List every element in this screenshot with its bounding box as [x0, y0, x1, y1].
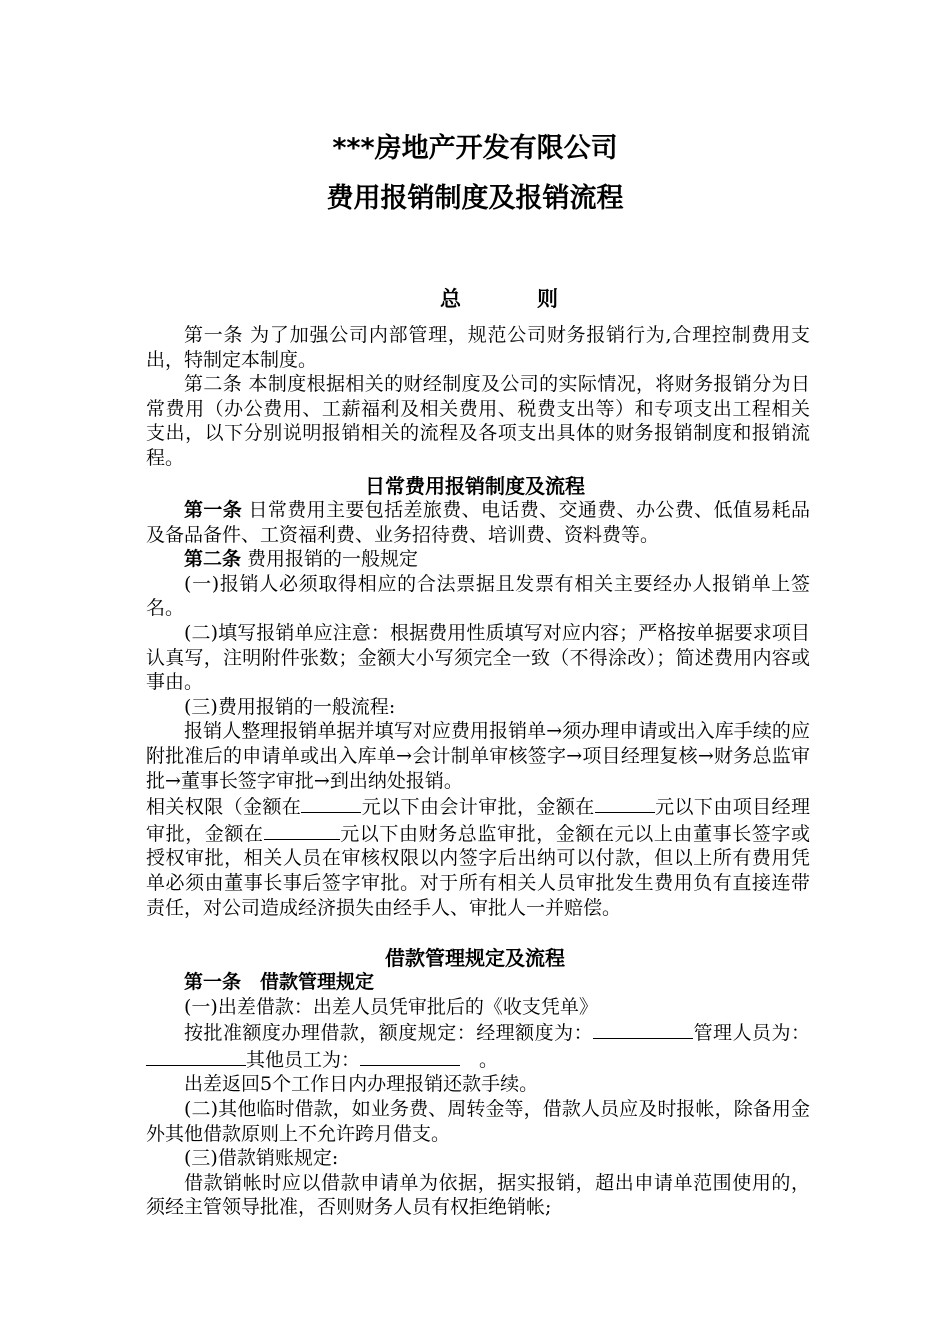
- general-section: [146, 323, 810, 471]
- loan-item-2: (二)其他临时借款，如业务费、周转金等，借款人员应及时报帐，除备用金外其他借款原则上不允许跨月借支。: [146, 1097, 810, 1145]
- loan-item-3: (三)借款销账规定:: [184, 1147, 339, 1170]
- limit-blank-management: [146, 1046, 246, 1066]
- daily-expense-section: [146, 498, 810, 920]
- amount-blank-finance-director: [264, 820, 340, 840]
- loan-limit: [146, 1019, 810, 1072]
- limit-blank-manager: [593, 1019, 693, 1039]
- limit-blank-other-staff: [360, 1046, 460, 1066]
- daily-flow: 报销人整理报销单据并填写对应费用报销单→须办理申请或出入库手续的应附批准后的申请单或出入库单→会计制单审核签字→项目经理复核→财务总监审批→董事长签字审批→到出纳处报销。: [146, 720, 810, 792]
- limit-part-3: 其他员工为：: [246, 1048, 361, 1071]
- daily-article-1-label: 第一条: [184, 499, 243, 521]
- general-article-2: 第二条 本制度根据相关的财经制度及公司的实际情况，将财务报销分为日常费用（办公费用、工薪福利及相关费用、税费支出等）和专项支出工程相关支出，以下分别说明报销相关的流程及各项支出具体的财务报销制度和报销流程。: [146, 373, 810, 469]
- daily-article-2: [146, 547, 810, 572]
- limit-part-4: 。: [460, 1048, 499, 1071]
- authority-part-2: 元以下由会计审批，金额在: [361, 796, 595, 819]
- daily-item-3: (三)费用报销的一般流程:: [184, 695, 396, 718]
- limit-part-2: 管理人员为：: [693, 1022, 810, 1045]
- general-heading-left: 总: [440, 287, 461, 311]
- loan-return-note: 出差返回5个工作日内办理报销还款手续。: [184, 1073, 539, 1096]
- daily-article-1: [146, 498, 810, 547]
- authority-part-4: 元以下由财务总监审批，金额在元以上由董事长签字或授权审批，相关人员在审核权限以内签字后出纳可以付款，但以上所有费用凭单必须由董事长事后签字审批。对于所有相关人员审批发生费用负有直接连带责任，对公司造成经济损失由经手人、审批人一并赔偿。: [146, 822, 810, 919]
- approval-authority: [146, 793, 810, 920]
- authority-part-3: 元以下由项目经理审批，金额在: [146, 796, 810, 845]
- amount-blank-accountant: [301, 793, 361, 813]
- daily-article-1-text: 日常费用主要包括差旅费、电话费、交通费、办公费、低值易耗品及备品备件、工资福利费、业务招待费、培训费、资料费等。: [146, 499, 810, 546]
- daily-expense-heading: 日常费用报销制度及流程: [365, 474, 585, 498]
- daily-article-2-label: 第二条: [184, 548, 242, 571]
- company-title: ***房地产开发有限公司: [332, 133, 618, 164]
- loan-article-1: 第一条 借款管理规定: [184, 971, 375, 993]
- daily-item-2: (二)填写报销单应注意：根据费用性质填写对应内容；严格按单据要求项目认真写，注明附件张数；金额大小写须完全一致（不得涂改）；简述费用内容或事由。: [146, 621, 810, 694]
- loan-item-1: (一)出差借款：出差人员凭审批后的《收支凭单》: [184, 995, 598, 1018]
- general-heading: [440, 286, 558, 312]
- loan-heading: 借款管理规定及流程: [385, 946, 565, 970]
- loan-section: [146, 970, 810, 1220]
- general-heading-right: 则: [537, 287, 558, 311]
- limit-part-1: 按批准额度办理借款，额度规定：经理额度为：: [184, 1022, 594, 1045]
- daily-item-1: (一)报销人必须取得相应的合法票据且发票有相关主要经办人报销单上签名。: [146, 572, 810, 620]
- authority-part-1: 相关权限（金额在: [146, 796, 302, 819]
- loan-writeoff: 借款销帐时应以借款申请单为依据，据实报销，超出申请单范围使用的，须经主管领导批准，否则财务人员有权拒绝销帐;: [146, 1171, 810, 1219]
- general-article-1: 第一条 为了加强公司内部管理，规范公司财务报销行为,合理控制费用支出，特制定本制度。: [146, 324, 810, 371]
- amount-blank-project-manager: [595, 793, 655, 813]
- daily-article-2-text: 费用报销的一般规定: [241, 548, 419, 571]
- document-title: 费用报销制度及报销流程: [326, 183, 624, 214]
